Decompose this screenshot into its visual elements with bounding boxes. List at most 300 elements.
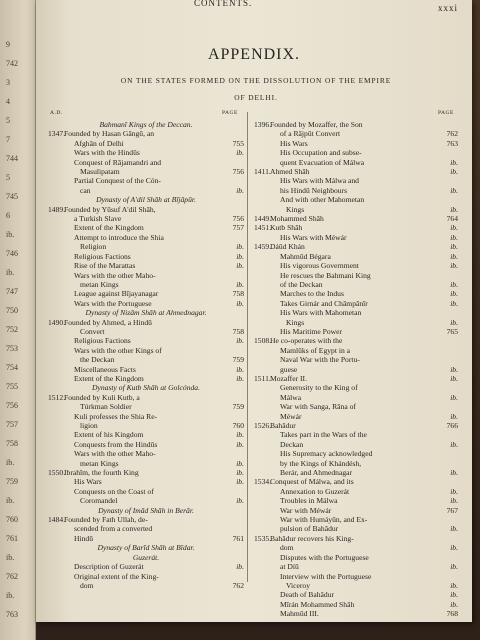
- entry-page: ib.: [450, 486, 458, 496]
- margin-page-number: 756: [6, 401, 18, 410]
- entry-page: ib.: [236, 251, 244, 261]
- entry-text: War with Humáyūn, and Ex-: [280, 515, 368, 525]
- margin-page-number: ib.: [6, 496, 15, 505]
- entry-text: Disputes with the Portuguese: [280, 552, 369, 562]
- entry-text: Religious Factions: [74, 251, 131, 261]
- toc-entry: [254, 139, 458, 148]
- toc-entry: [254, 543, 458, 552]
- entry-year: 1526.: [254, 421, 272, 430]
- entry-page: 763: [446, 138, 458, 148]
- entry-text: Founded by Yūsuf A'dil Shāh,: [64, 204, 156, 214]
- entry-text: Bahādur: [270, 421, 296, 430]
- toc-entry: [254, 590, 458, 599]
- toc-entry: [254, 534, 458, 543]
- entry-text: Deckan: [280, 439, 304, 449]
- left-column: [48, 120, 244, 590]
- entry-text: Naval War with the Portu-: [280, 355, 360, 365]
- entry-year: 1550.: [48, 468, 66, 478]
- entry-page: ib.: [450, 261, 458, 271]
- toc-entry: [254, 280, 458, 289]
- entry-year: 1484.: [48, 515, 66, 525]
- entry-page: ib.: [236, 279, 244, 289]
- entry-text: Partial Conquest of the Cón-: [74, 176, 161, 186]
- section-heading-text: Dynasty of A'dil Shāh at Bījāpūr.: [96, 195, 196, 205]
- entry-page: ib.: [450, 392, 458, 402]
- toc-entry: [254, 205, 458, 214]
- entry-text: can: [80, 185, 91, 195]
- section-heading-text: Dynasty of Barīd Shāh at Bīdar.: [97, 543, 195, 553]
- entry-page: ib.: [236, 364, 244, 374]
- toc-entry: [254, 487, 458, 496]
- margin-page-number: 760: [6, 515, 18, 524]
- margin-page-number: 5: [6, 116, 10, 125]
- entry-page: ib.: [450, 289, 458, 299]
- toc-entry: [254, 120, 458, 129]
- running-head: [36, 0, 472, 13]
- column-divider: [247, 112, 248, 582]
- entry-page: ib.: [450, 580, 458, 590]
- entry-text: Mahmūd III.: [280, 609, 319, 619]
- entry-page: 762: [232, 580, 244, 590]
- toc-entry: [48, 336, 244, 345]
- entry-text: Founded by Hasan Gāngū, an: [64, 129, 155, 139]
- left-col-page-head: PAGE: [222, 110, 238, 116]
- section-heading: [48, 120, 244, 129]
- toc-entry: [254, 242, 458, 251]
- entry-text: Mamlūks of Egypt in a: [280, 345, 351, 355]
- entry-text: Masulipatam: [80, 167, 120, 177]
- entry-page: ib.: [236, 148, 244, 158]
- margin-page-number: 7: [6, 135, 10, 144]
- toc-entry: [254, 515, 458, 524]
- entry-text: Kings: [286, 317, 305, 327]
- toc-entry: [48, 421, 244, 430]
- entry-page: ib.: [450, 439, 458, 449]
- entry-text: Dáūd Khán: [270, 242, 305, 252]
- toc-entry: [254, 327, 458, 336]
- entry-page: ib.: [236, 298, 244, 308]
- margin-page-number: 750: [6, 306, 18, 315]
- entry-page: ib.: [450, 279, 458, 289]
- entry-page: ib.: [450, 524, 458, 534]
- entry-text: of the Deckan: [280, 279, 323, 289]
- margin-page-number: ib.: [6, 268, 15, 277]
- toc-entry: [48, 534, 244, 543]
- margin-page-number: 5: [6, 173, 10, 182]
- entry-text: League against Bījayanagar: [74, 289, 159, 299]
- entry-text: Méwár: [280, 411, 302, 421]
- entry-page: 761: [232, 533, 244, 543]
- entry-text: Description of Guzerát: [74, 562, 144, 572]
- subtitle-line: ON THE STATES FORMED ON THE DISSOLUTION OF THE EMPIRE: [120, 76, 392, 85]
- toc-entry: [48, 496, 244, 505]
- entry-year: 1396.: [254, 120, 272, 129]
- entry-year: 1449.: [254, 214, 272, 224]
- entry-text: Annexation to Guzerát: [280, 486, 350, 496]
- entry-text: metan Kings: [80, 279, 119, 289]
- toc-entry: [254, 346, 458, 355]
- toc-entry: [254, 252, 458, 261]
- toc-entry: [48, 468, 244, 477]
- entry-page: ib.: [450, 496, 458, 506]
- toc-entry: [48, 393, 244, 402]
- entry-text: Ibrahīm, the fourth King: [64, 468, 139, 478]
- entry-text: Attempt to introduce the Shia: [74, 232, 164, 242]
- toc-entry: [254, 581, 458, 590]
- entry-page: ib.: [236, 468, 244, 478]
- toc-entry: [48, 176, 244, 185]
- entry-text: Original extent of the King-: [74, 571, 159, 581]
- margin-page-number: 761: [6, 534, 18, 543]
- entry-year: 1411.: [254, 167, 271, 177]
- entry-text: his Hindū Neighbours: [280, 185, 348, 195]
- margin-page-number: ib.: [6, 230, 15, 239]
- margin-page-number: 745: [6, 192, 18, 201]
- toc-entry: [48, 524, 244, 533]
- entry-text: scended from a converted: [74, 524, 153, 534]
- entry-page: ib.: [450, 167, 458, 177]
- margin-page-number: 4: [6, 97, 10, 106]
- entry-page: ib.: [236, 242, 244, 252]
- previous-page-edge: [0, 0, 36, 640]
- entry-page: ib.: [450, 157, 458, 167]
- entry-text: Founded by Kuli Kutb, a: [64, 392, 140, 402]
- entry-page: ib.: [450, 364, 458, 374]
- section-heading-text: Dynasty of Kutb Shāh at Golcónda.: [92, 383, 200, 393]
- entry-text: Conquests on the Coast of: [74, 486, 154, 496]
- entry-page: 760: [232, 421, 244, 430]
- entry-text: Wars with the Hindūs: [74, 148, 140, 158]
- entry-page: 758: [232, 289, 244, 299]
- entry-text: of a Rājpūt Convert: [280, 129, 341, 139]
- margin-page-number: 755: [6, 382, 18, 391]
- entry-page: ib.: [450, 298, 458, 308]
- toc-entry: [254, 383, 458, 392]
- entry-page: 755: [232, 138, 244, 148]
- entry-text: Mozaffer II.: [270, 373, 307, 383]
- entry-page: 764: [446, 214, 458, 224]
- entry-text: quent Evacuation of Málwa: [280, 157, 365, 167]
- entry-text: Religion: [80, 242, 107, 252]
- toc-entry: [48, 271, 244, 280]
- toc-entry: [254, 496, 458, 505]
- entry-text: Interview with the Portuguese: [280, 571, 372, 581]
- entry-page: 756: [232, 167, 244, 177]
- toc-entry: [254, 271, 458, 280]
- toc-entry: [48, 280, 244, 289]
- toc-entry: [48, 459, 244, 468]
- entry-page: ib.: [236, 496, 244, 506]
- section-heading: [48, 308, 244, 317]
- entry-page: ib.: [450, 590, 458, 600]
- toc-entry: [48, 346, 244, 355]
- toc-entry: [48, 355, 244, 364]
- toc-entry: [48, 233, 244, 242]
- entry-text: He rescues the Bahmani King: [280, 270, 371, 280]
- toc-entry: [48, 440, 244, 449]
- entry-page: 759: [232, 402, 244, 412]
- toc-entry: [48, 477, 244, 486]
- margin-page-number: 763: [6, 610, 18, 619]
- entry-text: Founded by Ahmed, a Hindū: [64, 317, 152, 327]
- margin-page-number: 742: [6, 59, 18, 68]
- entry-text: War with Sanga, Rāna of: [280, 402, 356, 412]
- entry-text: Mahmūd Bégara: [280, 251, 331, 261]
- entry-text: His Wars with Méwár: [280, 232, 347, 242]
- entry-page: 766: [446, 421, 458, 430]
- margin-page-number: 759: [6, 477, 18, 486]
- entry-year: 1489.: [48, 204, 66, 214]
- entry-page: ib.: [450, 251, 458, 261]
- toc-entry: [48, 242, 244, 251]
- entry-page: ib.: [236, 477, 244, 487]
- entry-text: Troubles in Málwa: [280, 496, 338, 506]
- toc-entry: [254, 553, 458, 562]
- toc-entry: [254, 355, 458, 364]
- entry-page: ib.: [236, 430, 244, 440]
- toc-entry: [254, 562, 458, 571]
- entry-text: Kutb Shāh: [270, 223, 303, 233]
- entry-text: Wars with the other Kings of: [74, 345, 162, 355]
- section-heading-text: Dynasty of Nizām Shāh at Ahmednagar.: [85, 308, 207, 318]
- entry-text: His Wars: [280, 138, 308, 148]
- entry-text: Extent of the Kingdom: [74, 223, 144, 233]
- toc-entry: [254, 318, 458, 327]
- entry-text: Death of Bahādur: [280, 590, 334, 600]
- toc-entry: [254, 374, 458, 383]
- toc-entry: [254, 506, 458, 515]
- toc-entry: [48, 581, 244, 590]
- subtitle-line: OF DELHI.: [234, 93, 278, 102]
- entry-text: pulsion of Bahādur: [280, 524, 339, 534]
- toc-entry: [48, 139, 244, 148]
- toc-entry: [254, 176, 458, 185]
- entry-page: 757: [232, 223, 244, 233]
- entry-text: Conquest of Rājamandri and: [74, 157, 162, 167]
- toc-entry: [48, 214, 244, 223]
- entry-text: War with Méwár: [280, 505, 332, 515]
- entry-page: ib.: [450, 373, 458, 383]
- margin-page-number: 762: [6, 572, 18, 581]
- entry-page: 765: [446, 326, 458, 336]
- margin-page-number: 753: [6, 344, 18, 353]
- entry-text: Extent of his Kingdom: [74, 430, 144, 440]
- section-heading: [48, 543, 244, 552]
- entry-page: ib.: [450, 223, 458, 233]
- margin-page-number: ib.: [6, 591, 15, 600]
- entry-page: ib.: [236, 562, 244, 572]
- entry-page: 767: [446, 505, 458, 515]
- right-column: [254, 120, 458, 619]
- toc-entry: [254, 477, 458, 486]
- entry-page: ib.: [236, 261, 244, 271]
- toc-entry: [48, 327, 244, 336]
- toc-entry: [254, 365, 458, 374]
- left-col-ad-head: A.D.: [50, 110, 63, 116]
- entry-text: Ahmed Shāh: [270, 167, 310, 177]
- entry-text: He co-operates with the: [270, 336, 343, 346]
- entry-page: ib.: [450, 317, 458, 327]
- entry-text: Conquest of Málwa, and its: [270, 477, 354, 487]
- entry-text: Hindū: [74, 533, 93, 543]
- section-heading-text: Guzerát.: [132, 552, 160, 562]
- section-heading: [48, 506, 244, 515]
- entry-page: ib.: [236, 439, 244, 449]
- entry-text: Convert: [80, 326, 105, 336]
- toc-entry: [254, 261, 458, 270]
- entry-text: Conquests from the Hindūs: [74, 439, 158, 449]
- page-number: xxxi: [437, 3, 458, 13]
- section-heading: [48, 383, 244, 392]
- toc-entry: [254, 186, 458, 195]
- entry-text: Extent of the Kingdom: [74, 373, 144, 383]
- toc-entry: [254, 233, 458, 242]
- margin-page-number: 752: [6, 325, 18, 334]
- toc-entry: [254, 336, 458, 345]
- toc-entry: [48, 289, 244, 298]
- margin-page-number: 746: [6, 249, 18, 258]
- entry-text: ligion: [80, 421, 98, 430]
- entry-text: Málwa: [280, 392, 302, 402]
- toc-entry: [254, 393, 458, 402]
- toc-entry: [254, 223, 458, 232]
- entry-page: ib.: [236, 373, 244, 383]
- toc-entry: [48, 515, 244, 524]
- entry-text: Marches to the Indus: [280, 289, 344, 299]
- margin-page-number: 754: [6, 363, 18, 372]
- entry-page: ib.: [236, 458, 244, 468]
- entry-text: Berár, and Ahmednagar: [280, 468, 353, 478]
- entry-page: ib.: [450, 242, 458, 252]
- entry-page: ib.: [450, 232, 458, 242]
- toc-entry: [48, 223, 244, 232]
- entry-text: by the Kings of Khándésh,: [280, 458, 362, 468]
- toc-entry: [254, 158, 458, 167]
- toc-entry: [254, 421, 458, 430]
- entry-page: ib.: [450, 562, 458, 572]
- entry-text: His Wars with Málwa and: [280, 176, 359, 186]
- entry-page: ib.: [450, 204, 458, 214]
- toc-entry: [48, 318, 244, 327]
- margin-page-number: 744: [6, 154, 18, 163]
- entry-page: 768: [446, 609, 458, 619]
- toc-entry: [48, 148, 244, 157]
- margin-page-number: 747: [6, 287, 18, 296]
- toc-entry: [48, 365, 244, 374]
- section-heading-text: Bahmanī Kings of the Deccan.: [99, 120, 193, 129]
- toc-entry: [48, 167, 244, 176]
- toc-entry: [48, 487, 244, 496]
- toc-entry: [254, 308, 458, 317]
- entry-text: His Occupation and subse-: [280, 148, 362, 158]
- entry-text: dom: [280, 543, 294, 553]
- entry-text: Generosity to the King of: [280, 383, 358, 393]
- entry-text: Rise of the Marattas: [74, 261, 136, 271]
- toc-entry: [254, 572, 458, 581]
- entry-text: Viceroy: [286, 580, 311, 590]
- entry-page: ib.: [236, 336, 244, 346]
- book-page: [36, 0, 472, 622]
- entry-page: 758: [232, 326, 244, 336]
- entry-text: Wars with the other Maho-: [74, 270, 156, 280]
- margin-page-number: 6: [6, 211, 10, 220]
- entry-text: Túrkman Soldier: [80, 402, 132, 412]
- toc-entry: [254, 524, 458, 533]
- entry-text: Founded by Mozaffer, the Son: [270, 120, 363, 129]
- toc-entry: [48, 449, 244, 458]
- margin-page-number: ib.: [6, 553, 15, 562]
- entry-text: Afghān of Delhi: [74, 138, 124, 148]
- running-head-title: CONTENTS.: [194, 0, 253, 8]
- page-title: APPENDIX.: [207, 46, 301, 63]
- entry-text: Bahādur recovers his King-: [270, 533, 354, 543]
- entry-text: the Deckan: [80, 355, 115, 365]
- toc-entry: [48, 402, 244, 411]
- margin-page-number: 9: [6, 40, 10, 49]
- entry-text: a Turkish Slave: [74, 214, 122, 224]
- margin-page-number: 758: [6, 439, 18, 448]
- entry-text: Kuli professes the Shia Re-: [74, 411, 158, 421]
- entry-year: 1511.: [254, 373, 271, 383]
- entry-year: 1535.: [254, 533, 272, 543]
- toc-entry: [254, 459, 458, 468]
- entry-year: 1512.: [48, 392, 66, 402]
- toc-entry: [254, 430, 458, 439]
- entry-text: metan Kings: [80, 458, 119, 468]
- entry-text: Founded by Fath Ullah, de-: [64, 515, 148, 525]
- toc-entry: [254, 609, 458, 618]
- margin-page-number: ib.: [6, 458, 15, 467]
- toc-entry: [254, 600, 458, 609]
- entry-page: 762: [446, 129, 458, 139]
- toc-entry: [48, 205, 244, 214]
- entry-year: 1347.: [48, 129, 66, 139]
- entry-year: 1490.: [48, 317, 66, 327]
- entry-text: dom: [80, 580, 94, 590]
- toc-entry: [254, 468, 458, 477]
- toc-entry: [254, 402, 458, 411]
- toc-entry: [254, 148, 458, 157]
- entry-text: Miscellaneous Facts: [74, 364, 136, 374]
- entry-text: guese: [280, 364, 298, 374]
- entry-text: Kings: [286, 204, 305, 214]
- toc-entry: [254, 299, 458, 308]
- entry-year: 1534.: [254, 477, 272, 487]
- page-subtitle: [56, 72, 456, 106]
- entry-text: His Maritime Power: [280, 326, 343, 336]
- margin-page-number: 3: [6, 78, 10, 87]
- entry-text: Wars with the other Maho-: [74, 449, 156, 459]
- toc-entry: [48, 186, 244, 195]
- toc-entry: [254, 289, 458, 298]
- toc-entry: [48, 299, 244, 308]
- entry-text: His Wars: [74, 477, 102, 487]
- toc-entry: [48, 374, 244, 383]
- entry-text: Takes part in the Wars of the: [280, 430, 367, 440]
- right-col-page-head: PAGE: [438, 110, 454, 116]
- entry-text: His Supremacy acknowledged: [280, 449, 373, 459]
- entry-year: 1508.: [254, 336, 272, 346]
- entry-page: 759: [232, 355, 244, 365]
- margin-page-number: 757: [6, 420, 18, 429]
- entry-text: Takes Girnár and Chāmpānīr: [280, 298, 368, 308]
- entry-year: 1459.: [254, 242, 272, 252]
- entry-text: His Wars with Mahometan: [280, 308, 362, 318]
- section-heading-text: Dynasty of Imād Shāh in Berār.: [98, 505, 194, 515]
- entry-text: Wars with the Portuguese: [74, 298, 152, 308]
- toc-entry: [48, 158, 244, 167]
- entry-text: Mohammed Shāh: [270, 214, 324, 224]
